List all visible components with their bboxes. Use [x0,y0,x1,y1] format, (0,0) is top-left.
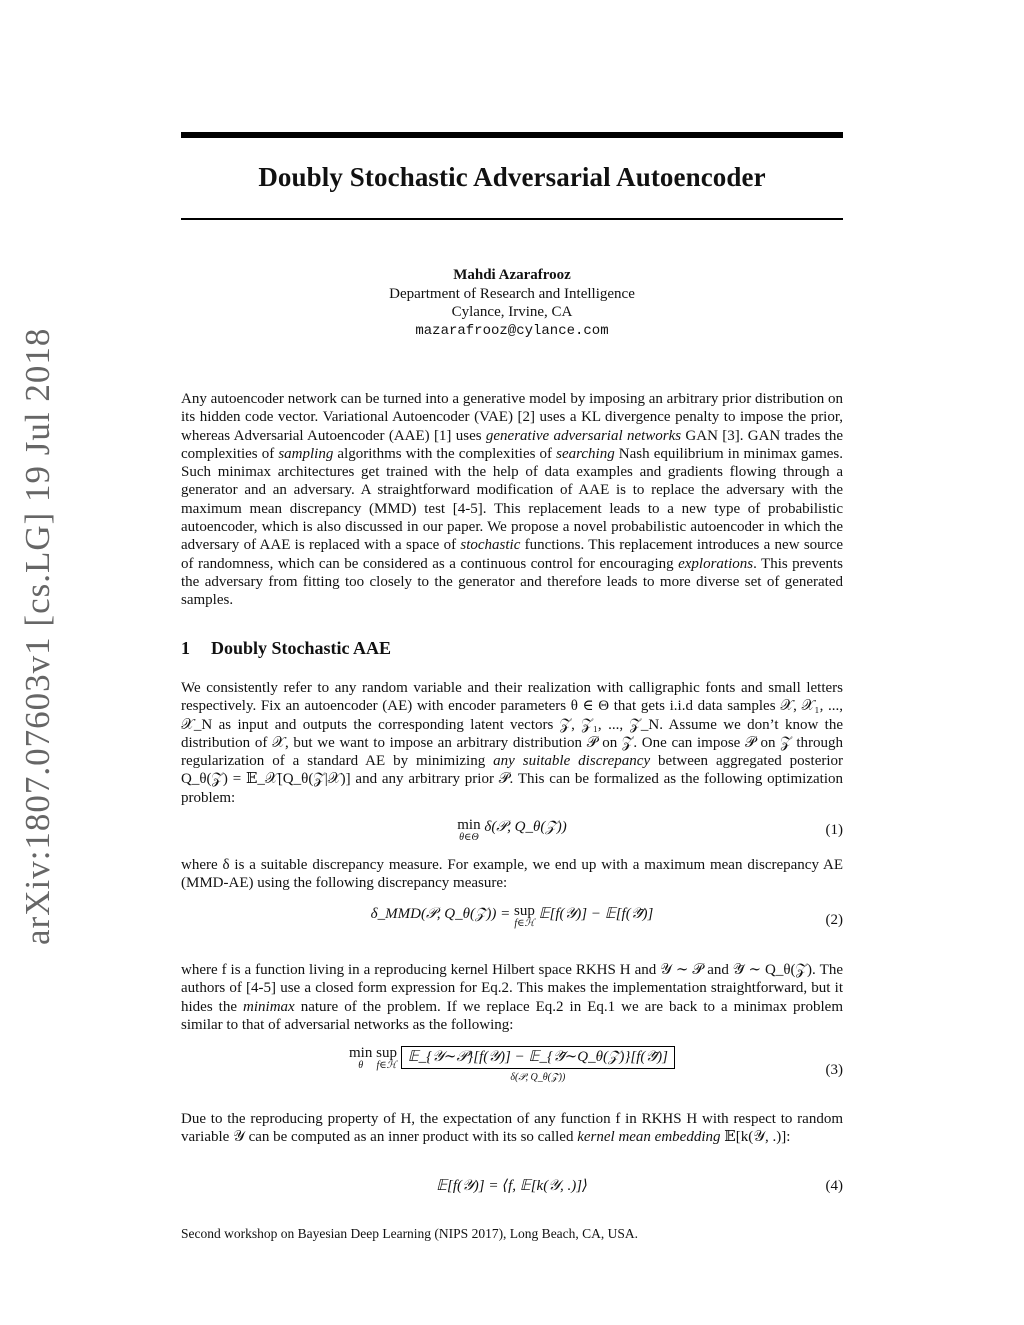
title-bottom-rule [181,218,843,220]
body-text: where f is a function living in a reproducing kernel Hilbert space RKHS H and 𝒴 ∼ 𝒫 and 𝒴̃ ∼ Q_θ(𝒵). The authors of [4-5] use a closed form expression for Eq.2. This makes the implementation straightforward, but it hides the [181,962,843,1015]
author-email: mazarafrooz@cylance.com [415,322,609,339]
eq2-right: 𝔼[f(𝒴)] − 𝔼[f(𝒴̃)] [538,906,654,922]
abstract-text: . This prevents the adversary from fitting too closely to the generator and therefore leads to more diverse set of generated samples. [181,555,843,609]
body-paragraph-3 [181,961,843,1034]
title-top-rule [181,132,843,138]
body-italic: kernel mean embedding [577,1129,721,1146]
abstract-italic: searching [556,445,615,462]
body-paragraph-2: where δ is a suitable discrepancy measure. For example, we end up with a maximum mean discrepancy AE (MMD-AE) using the following discrepancy measure: [181,857,843,892]
equation-1 [181,818,843,843]
eq1-subscript: θ∈Θ [459,832,479,843]
affiliation-department: Department of Research and Intelligence [389,285,635,302]
eq2-number: (2) [825,912,843,928]
abstract-italic: sampling [278,445,334,462]
paper-title: Doubly Stochastic Adversarial Autoencoder [258,162,766,192]
body-italic: minimax [243,998,295,1015]
body-text: between aggregated posterior Q_θ(𝒵) = 𝔼_𝒳[Q_θ(𝒵|𝒳)] and any arbitrary prior 𝒫. This can be formalized as the following optimization problem: [181,753,844,806]
eq2-left: δ_MMD(𝒫, Q_θ(𝒵)) = [370,906,511,922]
eq1-body: δ(𝒫, Q_θ(𝒵)) [484,819,567,835]
abstract-text: Nash equilibrium in minimax games. Such minimax architectures get trained with the help of data examples and gradients flowing through a generator and an adversary. A straightforward modification of AAE is to replace the adversary with the maximum mean discrepancy (MMD) test [4-5]. This replacement leads to a new type of probabilistic autoencoder, which is also discussed in our paper. We propose a novel probabilistic autoencoder in which the adversary of AAE is replaced with a space of [181,445,843,554]
body-text: We consistently refer to any random variable and their realization with calligraphic fonts and small letters respectively. Fix an autoencoder (AE) with encoder parameters θ ∈ Θ that gets i.i.d data samples 𝒳, 𝒳₁, ..., 𝒳_N as input and outputs the corresponding latent vectors 𝒵, 𝒵₁, ..., 𝒵_N. Assume we don’t know the distribution of 𝒳, but we want to impose an arbitrary distribution 𝒫 on 𝒵. One can impose 𝒫 on 𝒵 through regularization of a standard AE by minimizing [181,680,843,770]
body-text: nature of the problem. If we replace Eq.2 in Eq.1 we are back to a minimax problem similar to that of adversarial networks as the following: [181,998,844,1033]
abstract-italic: stochastic [460,537,521,554]
body-paragraph-4 [181,1110,843,1147]
eq3-operator-min [349,1046,372,1071]
eq3-boxed-term [401,1046,675,1083]
eq3-min: min [349,1045,373,1061]
eq4-number: (4) [825,1178,843,1194]
footer-note: Second workshop on Bayesian Deep Learning (NIPS 2017), Long Beach, CA, USA. [181,1226,639,1241]
body-text: Due to the reproducing property of H, the expectation of any function f in RKHS H with respect to random variable 𝒴 can be computed as an inner product with its so called [181,1111,843,1146]
equation-3 [181,1046,843,1083]
body-italic: any suitable discrepancy [493,753,651,770]
author-name: Mahdi Azarafrooz [453,267,571,283]
section-heading [181,638,391,659]
eq3-sup: sup [376,1045,397,1061]
eq2-sup: sup [514,903,535,919]
body-text: 𝔼[k(𝒴, .)]: [720,1129,791,1146]
equation-4 [181,1176,843,1195]
author-block [181,266,843,340]
eq2-operator [514,904,535,929]
eq3-number: (3) [825,1062,843,1078]
eq3-subscript-sup: f∈ℋ [376,1060,397,1071]
eq1-operator [457,818,480,843]
eq3-box: 𝔼_{𝒴∼𝒫}[f(𝒴)] − 𝔼_{𝒴̃∼Q_θ(𝒵)}[f(𝒴̃)] [401,1046,675,1069]
abstract-text: GAN [3]. GAN trades the complexities of [181,427,843,462]
eq3-subscript-min: θ [358,1060,364,1071]
abstract-text: algorithms with the complexities of [333,445,557,462]
body-paragraph-1 [181,679,843,807]
eq3-underbrace-label: δ(𝒫, Q_θ(𝒵)) [510,1072,566,1083]
eq1-number: (1) [825,822,843,838]
eq2-subscript: f∈ℋ [514,918,535,929]
eq3-operator-sup [376,1046,397,1071]
abstract-paragraph [181,390,843,610]
section-number: 1 [181,638,190,658]
arxiv-identifier-stamp: arXiv:1807.07603v1 [cs.LG] 19 Jul 2018 [18,327,57,945]
equation-2 [181,904,843,929]
section-title: Doubly Stochastic AAE [211,638,392,658]
abstract-italic: explorations [678,555,754,572]
abstract-text: functions. This replacement introduces a new source of randomness, which can be considered as a continuous control for encouraging [181,537,843,572]
eq1-min: min [457,817,481,833]
abstract-italic: generative adversarial networks [485,427,682,444]
eq4-body: 𝔼[f(𝒴)] = ⟨f, 𝔼[k(𝒴, .)]⟩ [436,1178,588,1194]
affiliation-location: Cylance, Irvine, CA [451,304,573,320]
abstract-text: Any autoencoder network can be turned into a generative model by imposing an arbitrary prior distribution on its hidden code vector. Variational Autoencoder (VAE) [2] uses a KL divergence penalty to impose the prior, whereas Adversarial Autoencoder (AAE) [1] uses [181,391,843,444]
